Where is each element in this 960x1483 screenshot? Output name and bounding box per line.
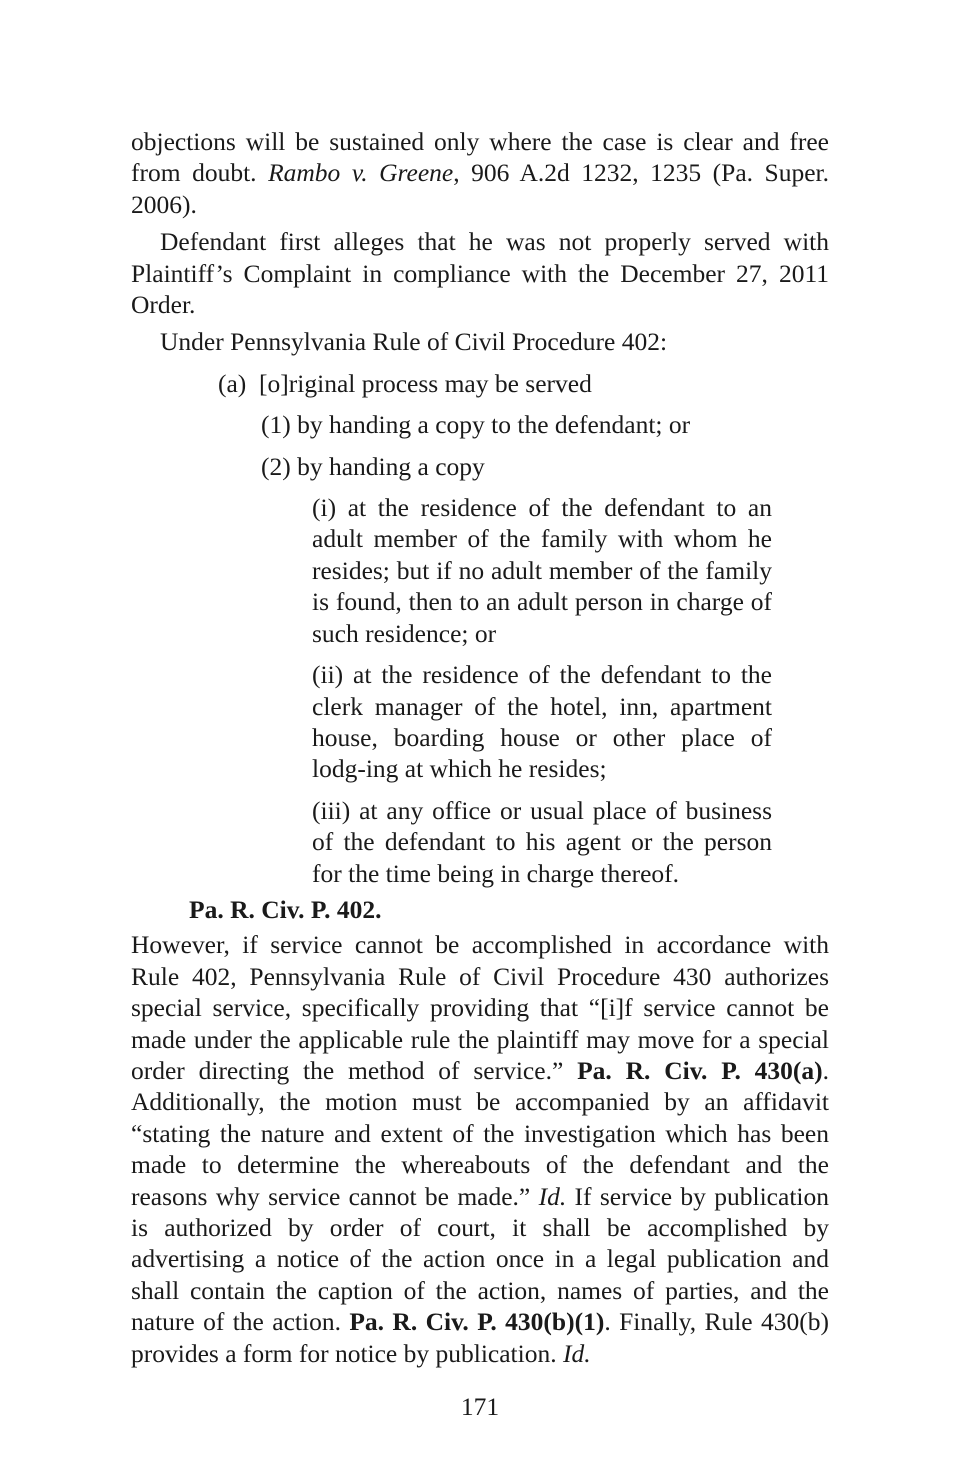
rule-citation-inline: Pa. R. Civ. P. 430(a) [577, 1055, 823, 1085]
paragraph-text: . Finally, Rule 430(b) provides a form for notice by publication. [131, 1307, 829, 1368]
id-citation: Id. [562, 1338, 591, 1368]
paragraph-text: If service by publication is authorized by order of court, it shall be accomplished by advertising a notice of the action once in a legal publication and shall contain the caption of the action, names of parties, and the nature of the action. [131, 1181, 829, 1337]
paragraph-text: objections will be sustained only where the case is clear and free from doubt. [131, 127, 829, 188]
rule-item-i: (i) at the residence of the defendant to an adult member of the family with whom he resides; but if no adult member of the family is found, then to an adult person in charge of such residence; or [312, 493, 772, 648]
rule-clause-1: (1) by handing a copy to the defendant; or [261, 410, 691, 440]
paragraph-service-allegation: Defendant first alleges that he was not properly served with Plaintiff’s Complaint in compliance with the December 27, 2011 Order. [131, 227, 829, 320]
rule-citation-inline: Pa. R. Civ. P. 430(b)(1) [349, 1307, 605, 1337]
paragraph-rule-intro: Under Pennsylvania Rule of Civil Procedure 402: [160, 327, 668, 357]
citation-reporter: , 906 A.2d 1232, 1235 (Pa. Super. 2006). [131, 158, 830, 219]
paragraph-special-service [131, 929, 829, 1369]
rule-item-iii: (iii) at any office or usual place of business of the defendant to his agent or the person for the time being in charge thereof. [312, 795, 772, 888]
page-number: 171 [460, 1392, 500, 1421]
rule-clause-2: (2) by handing a copy [261, 451, 485, 481]
paragraph-text: . Additionally, the motion must be accompanied by an affidavit “stating the nature and extent of the investigation which has been made to determine the whereabouts of the defendant and the reasons why service cannot be made.” [131, 1055, 829, 1211]
paragraph-standard-of-review [131, 126, 829, 220]
rule-item-ii: (ii) at the residence of the defendant to the clerk manager of the hotel, inn, apartment house, boarding house or other place of lodg-ing at which he resides; [312, 660, 772, 784]
paragraph-text: However, if service cannot be accomplished in accordance with Rule 402, Pennsylvania Rule of Civil Procedure 430 authorizes special service, specifically providing that “[i]f service cannot be made under the applicable rule the plaintiff may move for a special order directing the method of service.” [131, 930, 829, 1085]
rule-subsection-a: (a) [o]riginal process may be served [218, 368, 592, 398]
rule-citation: Pa. R. Civ. P. 402. [189, 894, 382, 924]
body-text [131, 126, 829, 1369]
id-citation: Id. [538, 1181, 567, 1211]
case-citation: Rambo v. Greene [268, 158, 454, 188]
